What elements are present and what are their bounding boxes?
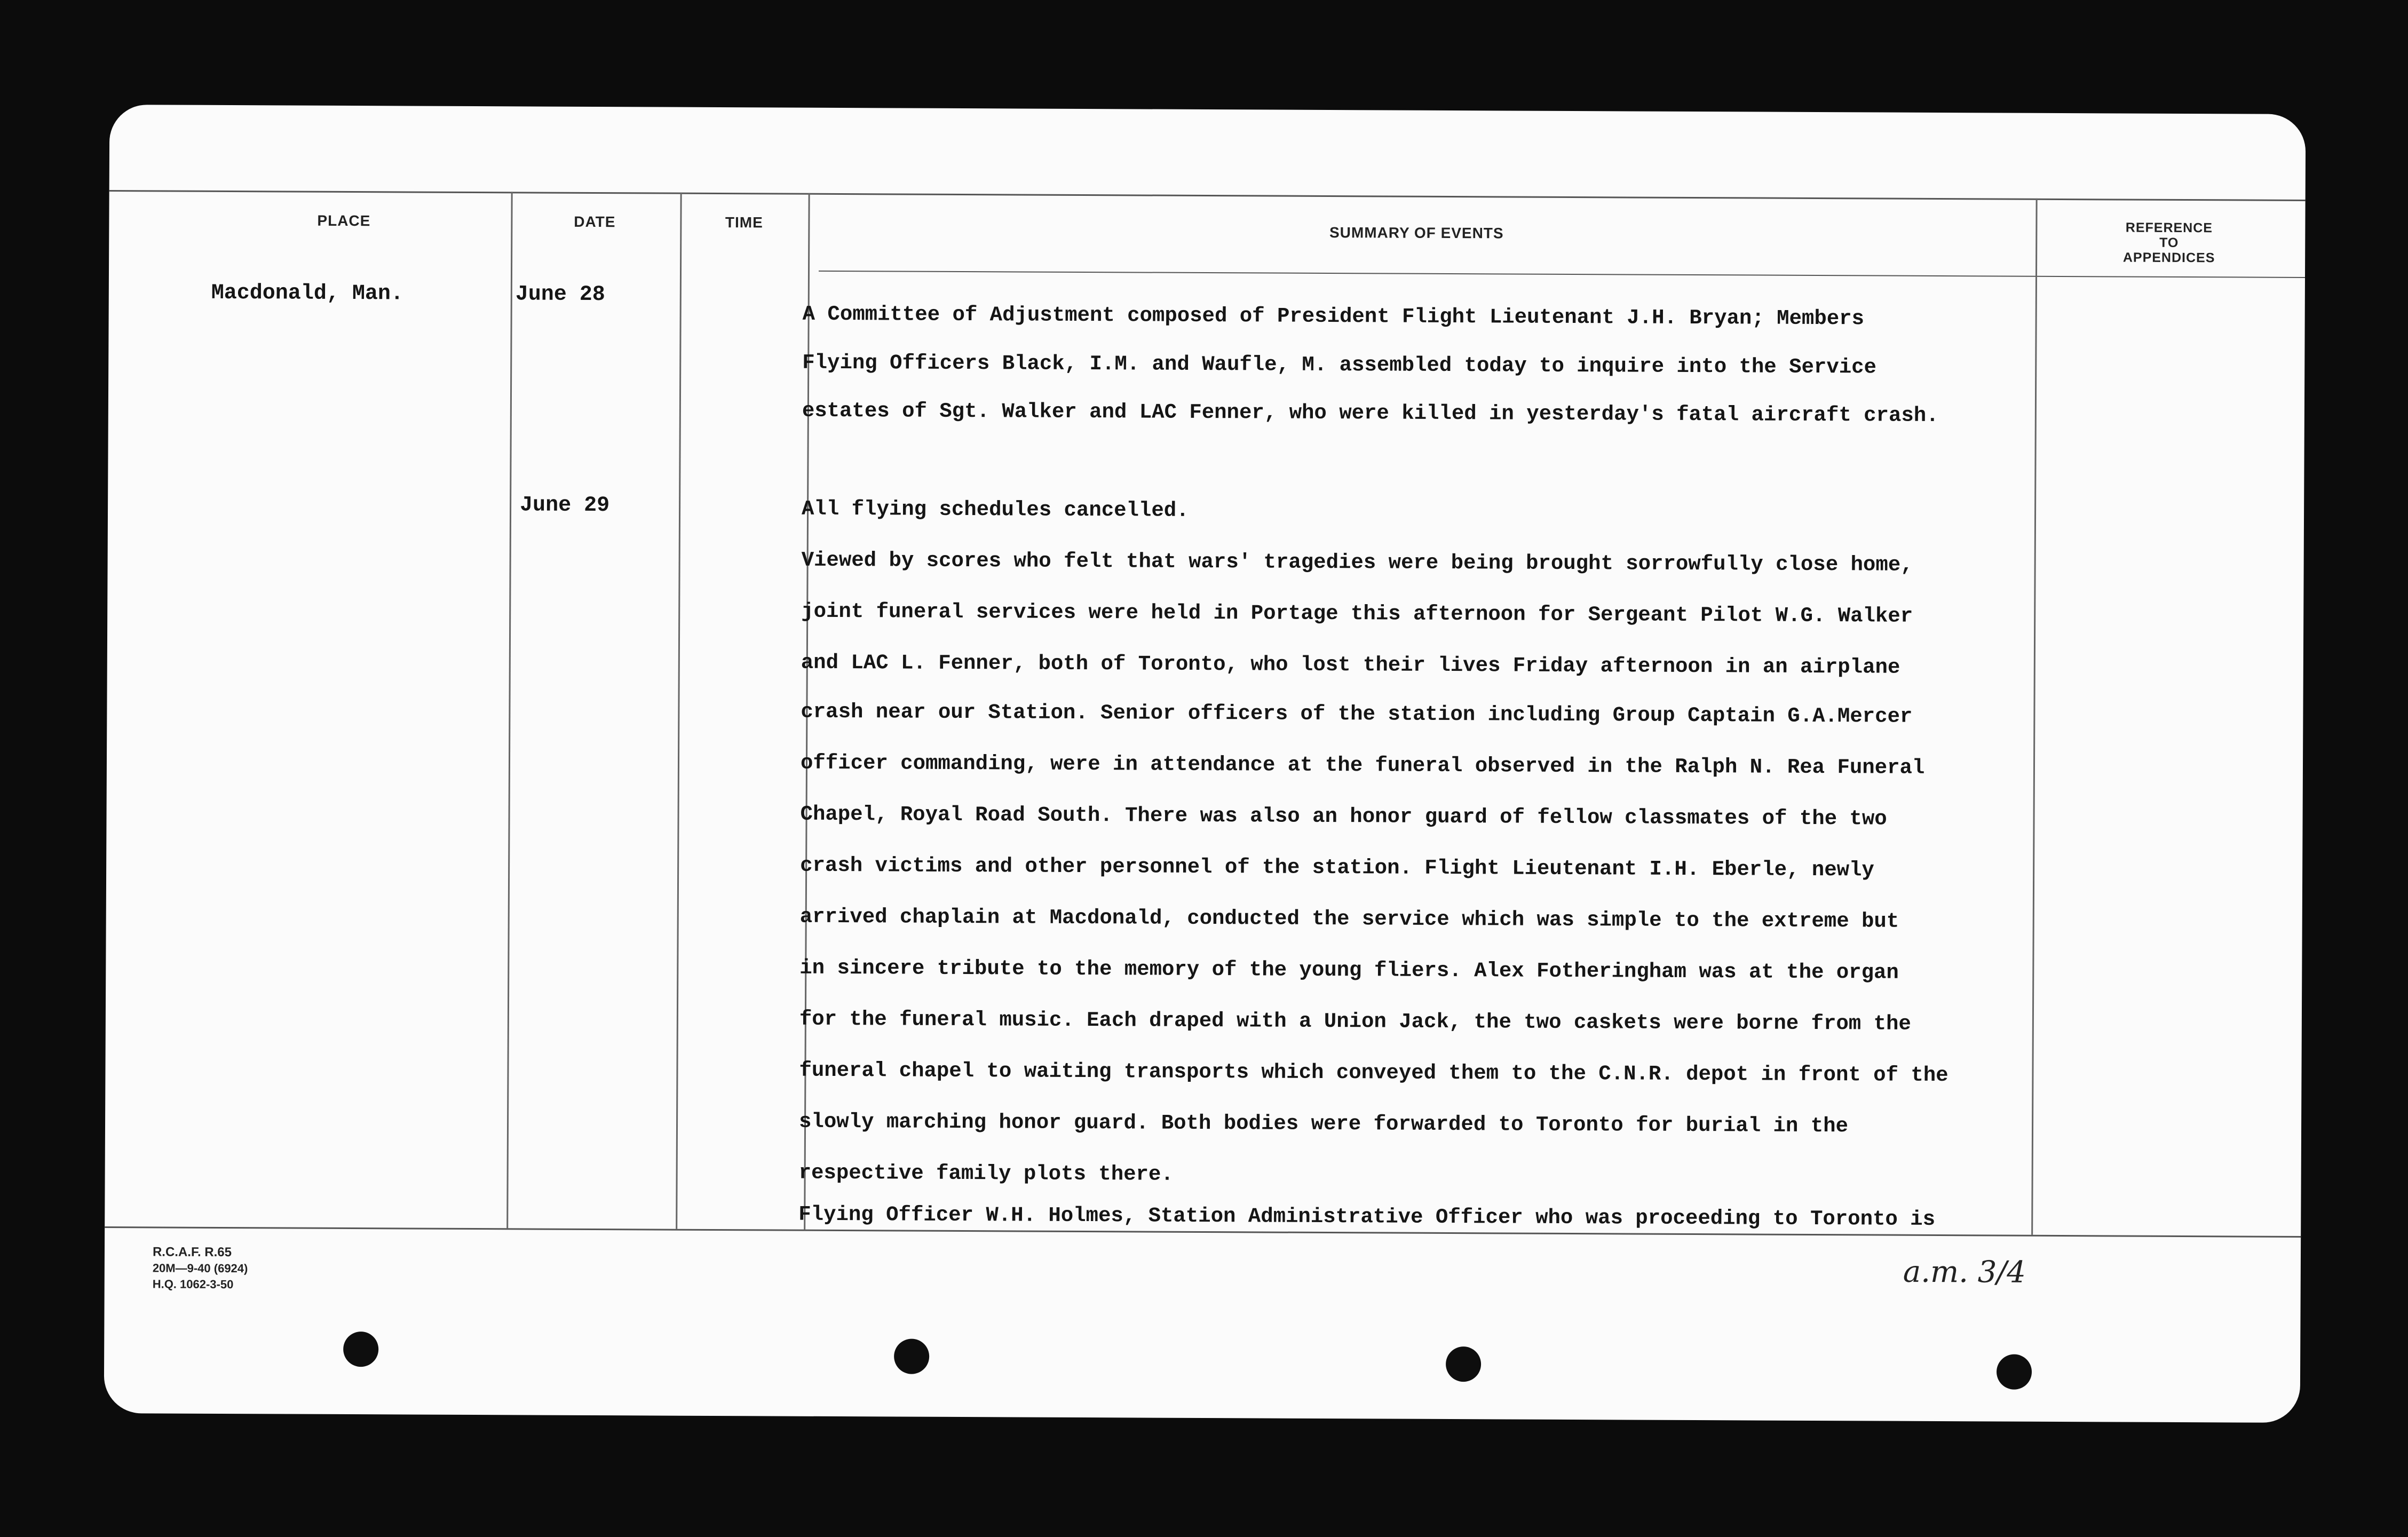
summary-line: arrived chaplain at Macdonald, conducted the service which was simple to the extreme but [799,905,1899,933]
column-divider-date-time [676,193,682,1229]
summary-line: Chapel, Royal Road South. There was also an honor guard of fellow classmates of the two [800,802,1887,831]
reference-header-line: REFERENCE [2125,220,2213,236]
place-entry: Macdonald, Man. [211,281,403,306]
summary-column-header: SUMMARY OF EVENTS [1329,224,1504,242]
column-divider-summary-reference [2031,199,2037,1235]
entry-date: June 29 [520,493,610,518]
header-bottom-rule [819,271,2305,278]
reference-column-header [2051,220,2286,266]
place-column-header: PLACE [317,212,371,229]
footer-rule [105,1226,2301,1238]
summary-line: funeral chapel to waiting transports which conveyed them to the C.N.R. depot in front of the [799,1058,1948,1088]
binder-hole [1997,1354,2032,1389]
header-top-rule [109,190,2306,201]
reference-header-line: TO [2159,235,2179,250]
form-number-block [153,1244,275,1293]
summary-line: joint funeral services were held in Portage this afternoon for Sergeant Pilot W.G. Walker [801,599,1913,628]
summary-line: officer commanding, were in attendance at the funeral observed in the Ralph N. Rea Funeral [800,751,1925,780]
handwritten-initials: a.m. 3/4 [1903,1254,2026,1290]
summary-line: All flying schedules cancelled. [801,497,1189,522]
summary-line: Viewed by scores who felt that wars' tragedies were being brought sorrowfully close home, [801,548,1913,577]
form-info-line: 20M—9-40 (6924) [152,1261,248,1275]
time-column-header: TIME [725,214,763,231]
binder-hole [894,1338,929,1374]
summary-line: for the funeral music. Each draped with a Union Jack, the two caskets were borne from the [799,1007,1911,1036]
summary-line: crash victims and other personnel of the station. Flight Lieutenant I.H. Eberle, newly [800,853,1874,882]
summary-line: and LAC L. Fenner, both of Toronto, who lost their lives Friday afternoon in an airplane [801,651,1900,679]
binder-hole [1446,1346,1481,1382]
summary-line: A Committee of Adjustment composed of President Flight Lieutenant J.H. Bryan; Members [802,302,1865,331]
column-divider-place-date [506,192,512,1228]
summary-line: respective family plots there. [798,1161,1174,1186]
summary-line: Flying Officer W.H. Holmes, Station Administrative Officer who was proceeding to Toronto is [798,1202,1936,1231]
summary-line: slowly marching honor guard. Both bodies were forwarded to Toronto for burial in the [798,1110,1849,1138]
summary-line: estates of Sgt. Walker and LAC Fenner, who were killed in yesterday's fatal aircraft crash. [802,399,1939,427]
form-info-line: H.Q. 1062-3-50 [152,1277,234,1292]
summary-line: in sincere tribute to the memory of the young fliers. Alex Fotheringham was at the organ [799,956,1899,985]
summary-line: Flying Officers Black, I.M. and Waufle, M. assembled today to inquire into the Service [802,351,1877,379]
entry-date: June 28 [515,282,605,307]
binder-hole [343,1332,378,1367]
form-info-line: R.C.A.F. R.65 [152,1245,232,1260]
date-column-header: DATE [574,213,616,231]
summary-line: crash near our Station. Senior officers of the station including Group Captain G.A.Mercer [801,700,1913,728]
diary-form-sheet [104,105,2306,1423]
reference-header-line: APPENDICES [2122,250,2215,266]
